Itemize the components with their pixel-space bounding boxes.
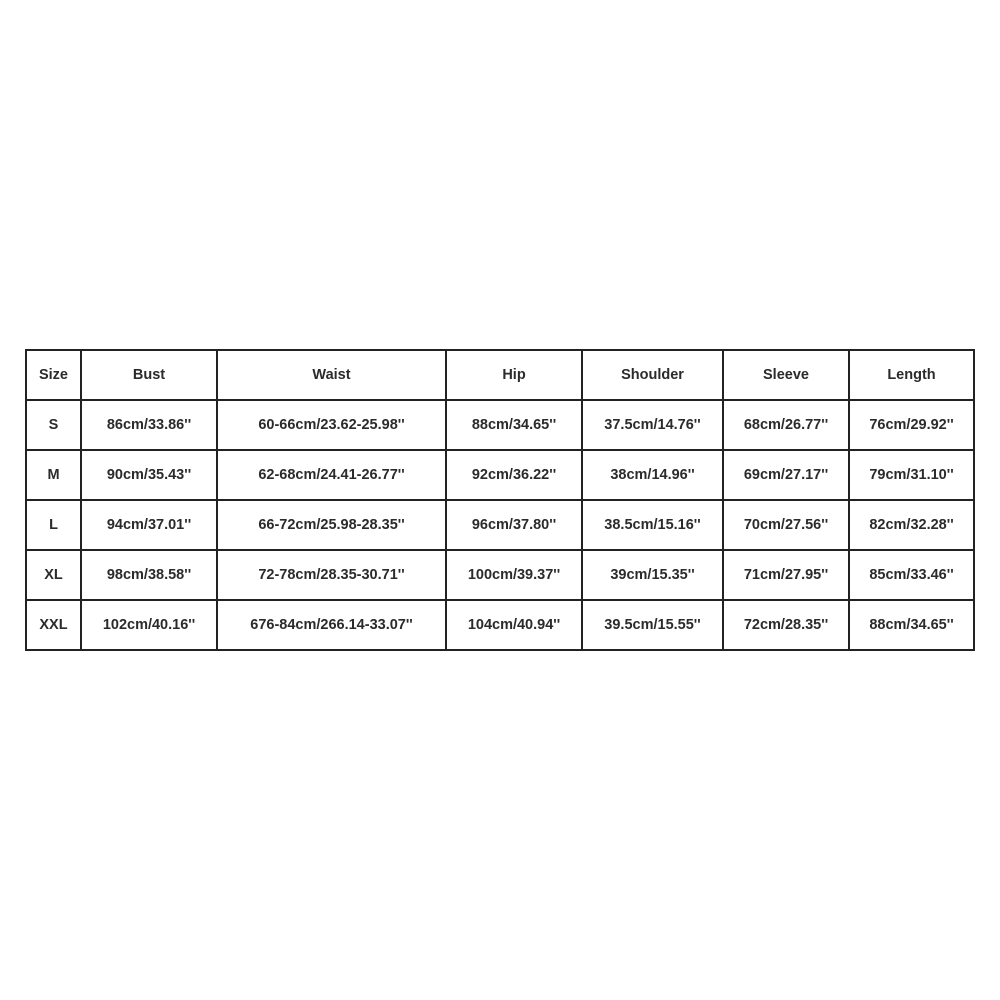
table-cell: 104cm/40.94'' <box>446 600 582 650</box>
header-length: Length <box>849 350 974 400</box>
table-cell: S <box>26 400 81 450</box>
table-cell: 39.5cm/15.55'' <box>582 600 723 650</box>
table-cell: 39cm/15.35'' <box>582 550 723 600</box>
table-cell: 676-84cm/266.14-33.07'' <box>217 600 446 650</box>
table-row <box>26 550 974 600</box>
header-bust: Bust <box>81 350 217 400</box>
table-cell: 92cm/36.22'' <box>446 450 582 500</box>
table-cell: XXL <box>26 600 81 650</box>
header-shoulder: Shoulder <box>582 350 723 400</box>
table-row <box>26 500 974 550</box>
table-cell: 86cm/33.86'' <box>81 400 217 450</box>
table-header-row <box>26 350 974 400</box>
table-cell: 79cm/31.10'' <box>849 450 974 500</box>
table-cell: 69cm/27.17'' <box>723 450 849 500</box>
table-cell: M <box>26 450 81 500</box>
table-cell: 38cm/14.96'' <box>582 450 723 500</box>
table-cell: 76cm/29.92'' <box>849 400 974 450</box>
table-cell: 85cm/33.46'' <box>849 550 974 600</box>
table-cell: 94cm/37.01'' <box>81 500 217 550</box>
table-cell: 68cm/26.77'' <box>723 400 849 450</box>
table-cell: 66-72cm/25.98-28.35'' <box>217 500 446 550</box>
header-waist: Waist <box>217 350 446 400</box>
header-sleeve: Sleeve <box>723 350 849 400</box>
size-chart-table <box>25 349 975 651</box>
table-cell: 98cm/38.58'' <box>81 550 217 600</box>
table-row <box>26 450 974 500</box>
header-hip: Hip <box>446 350 582 400</box>
table-cell: 100cm/39.37'' <box>446 550 582 600</box>
table-cell: 88cm/34.65'' <box>446 400 582 450</box>
header-size: Size <box>26 350 81 400</box>
table-cell: 88cm/34.65'' <box>849 600 974 650</box>
table-cell: 70cm/27.56'' <box>723 500 849 550</box>
table-cell: XL <box>26 550 81 600</box>
table-cell: 62-68cm/24.41-26.77'' <box>217 450 446 500</box>
table-cell: 82cm/32.28'' <box>849 500 974 550</box>
table-cell: 96cm/37.80'' <box>446 500 582 550</box>
table-cell: L <box>26 500 81 550</box>
table-row <box>26 600 974 650</box>
table-row <box>26 400 974 450</box>
table-cell: 90cm/35.43'' <box>81 450 217 500</box>
table-cell: 38.5cm/15.16'' <box>582 500 723 550</box>
table-cell: 71cm/27.95'' <box>723 550 849 600</box>
table-cell: 102cm/40.16'' <box>81 600 217 650</box>
table-cell: 72cm/28.35'' <box>723 600 849 650</box>
table-cell: 37.5cm/14.76'' <box>582 400 723 450</box>
table-cell: 60-66cm/23.62-25.98'' <box>217 400 446 450</box>
table-cell: 72-78cm/28.35-30.71'' <box>217 550 446 600</box>
